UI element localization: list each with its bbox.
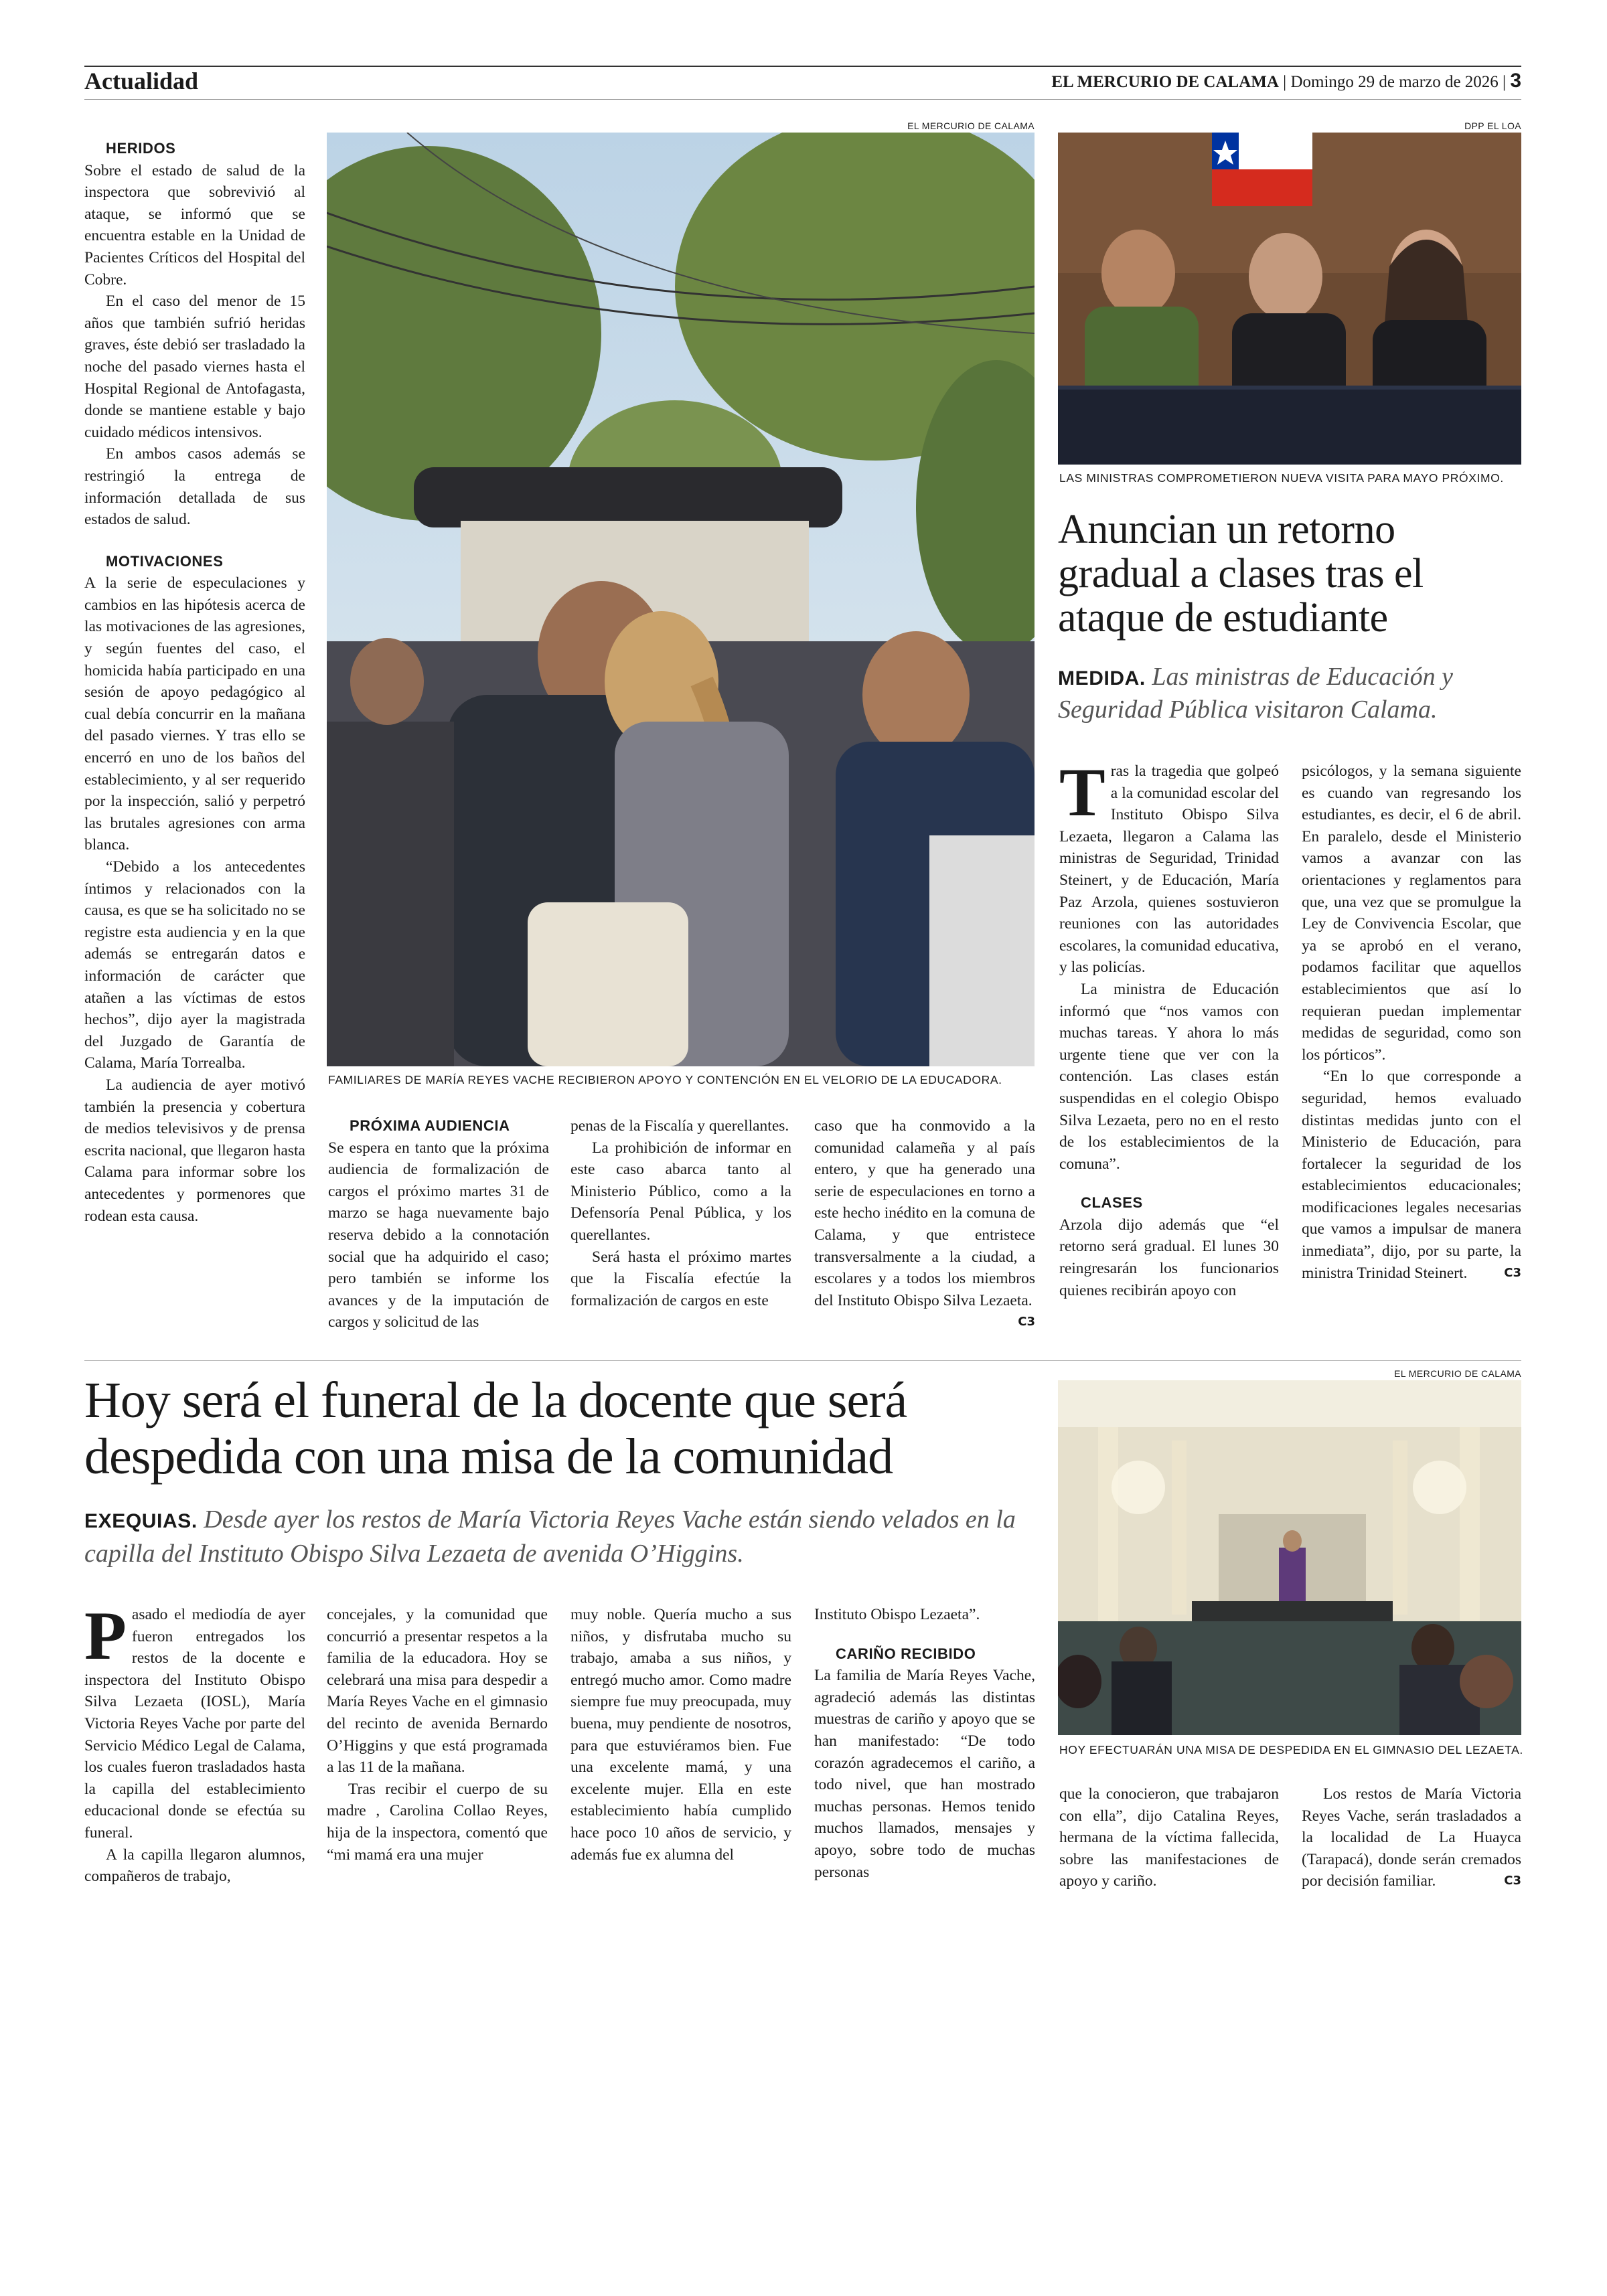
funeral-col-2 xyxy=(327,1604,548,1866)
motivaciones-subhead: MOTIVACIONES xyxy=(106,552,224,570)
ministers-deck xyxy=(1058,661,1521,725)
below-photo-col-2 xyxy=(570,1115,791,1311)
paragraph xyxy=(814,1115,1035,1329)
proxima-audiencia-subhead: PRÓXIMA AUDIENCIA xyxy=(350,1117,510,1134)
chapel-photo-caption: HOY EFECTUARÁN UNA MISA DE DESPEDIDA EN EL GIMNASIO DEL LEZAETA. xyxy=(1059,1743,1523,1756)
left-column xyxy=(84,138,305,1227)
end-mark: C3 xyxy=(1504,1265,1521,1280)
folio-separator: | xyxy=(1503,73,1507,91)
funeral-col-3 xyxy=(570,1604,791,1866)
paragraph: Será hasta el próximo martes que la Fiscalía efectúe la formalización de cargos en este xyxy=(570,1248,791,1309)
below-photo-col-3 xyxy=(814,1115,1035,1333)
paragraph-text: Los restos de María Victoria Reyes Vache, serán trasladados a la localidad de La Huayca (Tarapacá), donde serán cremados por decisión familiar. xyxy=(1302,1785,1521,1890)
issue-date: Domingo 29 de marzo de 2026 xyxy=(1290,73,1499,91)
wake-photo xyxy=(327,133,1035,1066)
header-rule xyxy=(84,66,1521,67)
funeral-col-4 xyxy=(814,1604,1035,1883)
paragraph: psicólogos, y la semana siguiente es cuando van regresando los estudiantes, es decir, el 6 de abril. En paralelo, desde el Ministerio vamos a avanzar con las orientaciones y reglamentos para que, una vez que se promulgue la Ley de Convivencia Escolar, que ya se aprobó en el verano, podamos facilitar que aquellos establecimientos que así lo requieran puedan implementar medidas de seguridad, como son los pórticos”. xyxy=(1302,762,1521,1064)
paragraph xyxy=(1302,1066,1521,1284)
paragraph: La ministra de Educación informó que “nos vamos con muchas tareas. Y ahora lo más urgente tiene que ver con la contención. Las clases están suspendidas en el colegio Obispo Silva Lezaeta, pero no en el resto de los establecimientos de la comuna”. xyxy=(1059,980,1279,1173)
funeral-deck xyxy=(84,1503,1049,1570)
funeral-headline: Hoy será el funeral de la docente que será despedida con una misa de la comunidad xyxy=(84,1372,907,1485)
funeral-col-1 xyxy=(84,1598,305,1888)
photo-credit: DPP EL LOA xyxy=(1464,120,1521,131)
paragraph: Sobre el estado de salud de la inspectora que sobrevivió al ataque, se informó que se encuentra estable en la Unidad de Pacientes Críticos del Hospital del Cobre. xyxy=(84,161,305,289)
funeral-deck-text: Desde ayer los restos de María Victoria Reyes Vache están siendo velados en la capilla del Instituto Obispo Silva Lezaeta de avenida O’Higgins. xyxy=(84,1505,1016,1568)
ministers-col-1 xyxy=(1059,754,1279,1301)
paragraph: Se espera en tanto que la próxima audiencia de formalización de cargos el próximo martes 31 de marzo se haga nuevamente bajo reserva debido a la connotación social que ha adquirido el caso; pero también se informe los avances y de la imputación de cargos y solicitud de las xyxy=(328,1139,549,1331)
paragraph-text: “En lo que corresponde a seguridad, hemos evaluado distintas medidas junto con el Ministerio de Educación, para fortalecer la seguridad de los establecimientos educacionales; modificaciones legales necesarias que vamos a impulsar de manera inmediata”, dijo, por su parte, la ministra Trinidad Steinert. xyxy=(1302,1068,1521,1282)
carino-subhead: CARIÑO RECIBIDO xyxy=(836,1645,976,1662)
paragraph: En el caso del menor de 15 años que también sufrió heridas graves, éste debió ser trasladado la noche del pasado viernes hasta el Hospital Regional de Antofagasta, donde se mantiene estable y bajo cuidado médicos intensivos. xyxy=(84,293,305,441)
section-divider xyxy=(84,1360,1521,1361)
paragraph: La audiencia de ayer motivó también la presencia y cobertura de medios televisivos y de prensa escrita nacional, que llegaron hasta Calama para informar sobre los antecedentes y pormenores que rodean esta causa. xyxy=(84,1076,305,1225)
paragraph: “Debido a los antecedentes íntimos y relacionados con la causa, es que se ha solicitado no se registre esta audiencia y en la que además se entregarán datos e información de carácter que atañen a las víctimas de estos hechos”, dijo ayer la magistrada del Juzgado de Garantía de Calama, María Torrealba. xyxy=(84,858,305,1072)
paragraph: Pasado el mediodía de ayer fueron entregados los restos de la docente e inspectora del Instituto Obispo Silva Lezaeta (IOSL), María Victoria Reyes Vache por parte del Servicio Médico Legal de Calama, los cuales fueron trasladados hasta la capilla del establecimiento educacional donde se efectúa su funeral. xyxy=(84,1598,305,1841)
funeral-col-5 xyxy=(1059,1783,1279,1892)
paragraph: A la serie de especulaciones y cambios en las hipótesis acerca de las motivaciones de las agresiones, y según fuentes del caso, el homicida había participado en una sesión de apoyo pedagógico al cual debía concurrir en la mañana del pasado viernes. Y tras ello se encerró en uno de los baños del establecimiento, y al ser requerido por la inspección, salió y perpetró las brutales agresiones con arma blanca. xyxy=(84,574,305,854)
section-label: Actualidad xyxy=(84,68,199,94)
page-number: 3 xyxy=(1510,70,1521,92)
ministers-photo xyxy=(1058,133,1521,465)
paragraph: concejales, y la comunidad que concurrió a presentar respetos a la familia de la educadora. Hoy se celebrará una misa para despedir a María Reyes Vache en el gimnasio del recinto de avenida Bernardo O’Higgins y que está programada a las 11 de la mañana. xyxy=(327,1606,548,1777)
paragraph: La prohibición de informar en este caso abarca tanto al Ministerio Público, como a la Defensoría Penal Pública, y los querellantes. xyxy=(570,1139,791,1244)
wake-photo-caption: FAMILIARES DE MARÍA REYES VACHE RECIBIERON APOYO Y CONTENCIÓN EN EL VELORIO DE LA EDUCADORA. xyxy=(328,1073,1002,1086)
photo-credit: EL MERCURIO DE CALAMA xyxy=(907,120,1035,131)
ministers-headline: Anuncian un retorno gradual a clases tras el ataque de estudiante xyxy=(1058,507,1424,641)
paragraph: Instituto Obispo Lezaeta”. xyxy=(814,1606,980,1623)
funeral-kicker: EXEQUIAS. xyxy=(84,1510,198,1532)
funeral-col-6 xyxy=(1302,1783,1521,1892)
paragraph: Tras la tragedia que golpeó a la comunidad escolar del Instituto Obispo Silva Lezaeta, llegaron a Calama las ministras de Seguridad, Trinidad Steinert, y de Educación, María Paz Arzola, quienes sostuvieron reuniones con las autoridades escolares, la comunidad educativa, y las policías. xyxy=(1059,754,1279,977)
heridos-subhead: HERIDOS xyxy=(106,140,176,157)
folio-separator: | xyxy=(1283,73,1291,91)
ministers-kicker: MEDIDA. xyxy=(1058,667,1146,689)
paragraph: En ambos casos además se restringió la entrega de información detallada de sus estados de salud. xyxy=(84,445,305,529)
paragraph: A la capilla llegaron alumnos, compañeros de trabajo, xyxy=(84,1846,305,1886)
ministers-col-2 xyxy=(1302,760,1521,1284)
folio xyxy=(1051,70,1521,92)
paragraph: Arzola dijo además que “el retorno será gradual. El lunes 30 reingresarán los funcionarios quienes recibirán apoyo con xyxy=(1059,1216,1279,1299)
ministers-photo-caption: LAS MINISTRAS COMPROMETIERON NUEVA VISITA PARA MAYO PRÓXIMO. xyxy=(1059,471,1504,485)
chapel-photo xyxy=(1058,1380,1521,1735)
below-photo-col-1 xyxy=(328,1115,549,1333)
end-mark: C3 xyxy=(1504,1874,1521,1888)
paragraph: Tras recibir el cuerpo de su madre , Carolina Collao Reyes, hija de la inspectora, comentó que “mi mamá era una mujer xyxy=(327,1780,548,1864)
wake-photo-image xyxy=(327,133,1035,1066)
chapel-photo-image xyxy=(1058,1380,1521,1735)
paragraph-text: caso que ha conmovido a la comunidad calameña y al país entero, y que ha generado una serie de especulaciones en torno a este hecho inédito en la comuna de Calama, y que entristece transversalmente a la ciudad, a escolares y a todos los miembros del Instituto Obispo Silva Lezaeta. xyxy=(814,1117,1035,1309)
ministers-deck-text: Las ministras de Educación y Seguridad Pública visitaron Calama. xyxy=(1058,663,1454,724)
paragraph xyxy=(1302,1783,1521,1892)
clases-subhead: CLASES xyxy=(1081,1194,1143,1212)
paragraph: penas de la Fiscalía y querellantes. xyxy=(570,1117,789,1135)
ministers-photo-image xyxy=(1058,133,1521,465)
paragraph: que la conocieron, que trabajaron con ella”, dijo Catalina Reyes, hermana de la víctima fallecida, sobre las manifestaciones de apoyo y cariño. xyxy=(1059,1785,1279,1890)
photo-credit: EL MERCURIO DE CALAMA xyxy=(1394,1368,1521,1379)
end-mark: C3 xyxy=(1018,1315,1035,1329)
paragraph: muy noble. Quería mucho a sus niños, y disfrutaba mucho su trabajo, amaba a sus niños, y entregó mucho amor. Como madre siempre fue muy preocupada, muy buena, muy pendiente de nosotros, para que estuviéramos bien. Fue una excelente mamá, y una excelente mujer. Ella en este establecimiento había cumplido hace poco 10 años de servicio, y además fue ex alumna del xyxy=(570,1606,791,1864)
paper-name: EL MERCURIO DE CALAMA xyxy=(1051,73,1279,91)
paragraph: La familia de María Reyes Vache, agradeció además las distintas muestras de cariño y apoyo que se han manifestado: “De todo corazón agradecemos el cariño, a todo nivel, que han mostrado muchas personas. Hemos tenido muchos llamados, mensajes y apoyo, sobre todo de muchas personas xyxy=(814,1667,1035,1881)
header-underline xyxy=(84,99,1521,100)
